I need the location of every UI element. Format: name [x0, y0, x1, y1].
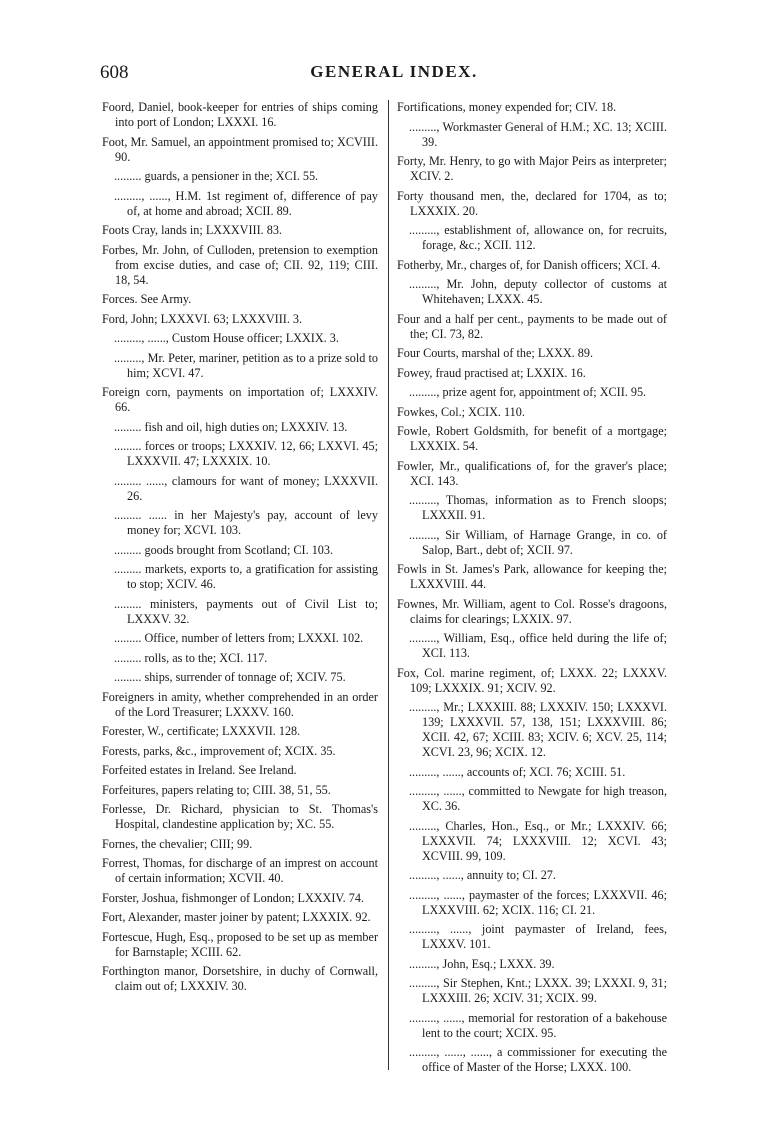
index-entry: Forester, W., certificate; LXXXVII. 128. [102, 724, 301, 738]
index-column-left [102, 100, 378, 999]
index-entry: ........., ......, ......, a commissioner for executing the office of Master of the Horse; LXXX. 100. [409, 1045, 667, 1074]
index-entry: Fox, Col. marine regiment, of; LXXX. 22; LXXXV. 109; LXXXIX. 91; XCIV. 92. [397, 665, 667, 695]
index-entry: Fowey, fraud practised at; LXXIX. 16. [397, 365, 586, 380]
index-entry: ......... markets, exports to, a gratification for assisting to stop; XCIV. 46. [114, 562, 378, 591]
index-entry: ........., prize agent for, appointment of; XCII. 95. [409, 385, 647, 399]
index-entry: Foots Cray, lands in; LXXXVIII. 83. [102, 223, 282, 237]
index-entry: Fownes, Mr. William, agent to Col. Rosse's dragoons, claims for clearings; LXXIX. 97. [397, 596, 667, 626]
index-entry: ........., Mr.; LXXXIII. 88; LXXXIV. 150; LXXXVI. 139; LXXXVII. 57, 138, 151; LXXXVIII. 86; XCII. 42, 67; XCIII. 83; XCIV. 6; XCV. 25, 114; XCVI. 23, 96; XCIX. 12. [409, 700, 667, 759]
index-entry: ........., ......, committed to Newgate for high treason, XC. 36. [409, 784, 667, 813]
index-entry: Foreign corn, payments on importation of; LXXXIV. 66. [102, 385, 378, 414]
index-entry: ........., ......, accounts of; XCI. 76; XCIII. 51. [409, 764, 626, 779]
index-entry: Fornes, the chevalier; CIII; 99. [102, 836, 253, 851]
index-entry: ......... forces or troops; LXXXIV. 12, 66; LXXVI. 45; LXXXVII. 47; LXXXIX. 10. [114, 439, 378, 468]
index-entry: Foreigners in amity, whether comprehended in an order of the Lord Treasurer; LXXXV. 160. [102, 689, 378, 719]
index-entry: Forlesse, Dr. Richard, physician to St. Thomas's Hospital, clandestine application by; XC. 55. [102, 802, 378, 831]
page-number: 608 [100, 62, 129, 83]
index-entry: ........., Workmaster General of H.M.; XC. 13; XCIII. 39. [409, 119, 667, 149]
index-entry: Foot, Mr. Samuel, an appointment promised to; XCVIII. 90. [102, 134, 378, 164]
index-entry: ........., establishment of, allowance on, for recruits, forage, &c.; XCII. 112. [409, 223, 667, 252]
index-column-right [397, 100, 667, 1080]
index-entry: ........., Charles, Hon., Esq., or Mr.; LXXXIV. 66; LXXXVII. 74; LXXXVIII. 12; XCVI. 43; XCVIII. 99, 109. [409, 818, 667, 863]
index-entry: ........., Mr. John, deputy collector of customs at Whitehaven; LXXX. 45. [409, 277, 667, 306]
index-entry: ........., ......, annuity to; CI. 27. [409, 868, 556, 882]
index-entry: Forbes, Mr. John, of Culloden, pretension to exemption from excise duties, and case of; CII. 92, 119; CIII. 18, 54. [102, 242, 378, 287]
column-divider [388, 100, 389, 1070]
index-entry: ......... ......, clamours for want of money; LXXXVII. 26. [114, 473, 378, 503]
index-entry: ........., ......, Custom House officer; LXXIX. 3. [114, 331, 339, 345]
index-entry: Four and a half per cent., payments to be made out of the; CI. 73, 82. [397, 311, 667, 341]
index-entry: Fotherby, Mr., charges of, for Danish officers; XCI. 4. [397, 257, 661, 272]
index-entry: Fowle, Robert Goldsmith, for benefit of a mortgage; LXXXIX. 54. [397, 424, 667, 453]
index-entry: ......... Office, number of letters from; LXXXI. 102. [114, 631, 364, 645]
index-entry: Forces. See Army. [102, 292, 192, 306]
index-entry: Fortifications, money expended for; CIV. 18. [397, 100, 617, 114]
index-entry: ......... ministers, payments out of Civil List to; LXXXV. 32. [114, 596, 378, 626]
index-entry: Fortescue, Hugh, Esq., proposed to be set up as member for Barnstaple; XCIII. 62. [102, 929, 378, 959]
index-entry: Four Courts, marshal of the; LXXX. 89. [397, 346, 593, 360]
index-entry: ......... ships, surrender of tonnage of; XCIV. 75. [114, 670, 346, 684]
index-entry: Forfeitures, papers relating to; CIII. 38, 51, 55. [102, 782, 331, 797]
index-entry: Fowkes, Col.; XCIX. 110. [397, 404, 525, 419]
index-entry: ........., John, Esq.; LXXX. 39. [409, 956, 555, 971]
index-entry: Ford, John; LXXXVI. 63; LXXXVIII. 3. [102, 311, 303, 326]
index-entry: ........., Mr. Peter, mariner, petition as to a prize sold to him; XCVI. 47. [114, 350, 378, 380]
index-entry: Forthington manor, Dorsetshire, in duchy of Cornwall, claim out of; LXXXIV. 30. [102, 964, 378, 993]
index-entry: Forty, Mr. Henry, to go with Major Peirs as interpreter; XCIV. 2. [397, 154, 667, 183]
index-entry: ......... goods brought from Scotland; CI. 103. [114, 542, 334, 557]
index-entry: Forster, Joshua, fishmonger of London; LXXXIV. 74. [102, 890, 364, 905]
index-entry: ........., Sir Stephen, Knt.; LXXX. 39; LXXXI. 9, 31; LXXXIII. 26; XCIV. 31; XCIX. 99. [409, 976, 667, 1005]
index-entry: ........., ......, joint paymaster of Ireland, fees, LXXXV. 101. [409, 922, 667, 951]
index-entry: ......... ...... in her Majesty's pay, account of levy money for; XCVI. 103. [114, 508, 378, 537]
index-entry: ......... guards, a pensioner in the; XCI. 55. [114, 169, 319, 183]
index-entry: ........., ......, paymaster of the forces; LXXXVII. 46; LXXXVIII. 62; XCIX. 116; CI. 21. [409, 887, 667, 917]
index-entry: ........., William, Esq., office held during the life of; XCI. 113. [409, 631, 667, 660]
index-entry: ......... rolls, as to the; XCI. 117. [114, 650, 268, 665]
index-entry: ........., ......, H.M. 1st regiment of, difference of pay of, at home and abroad; XCII. 89. [114, 188, 378, 218]
index-entry: ......... fish and oil, high duties on; LXXXIV. 13. [114, 419, 348, 434]
index-entry: ........., Sir William, of Harnage Grange, in co. of Salop, Bart., debt of; XCII. 97. [409, 527, 667, 557]
index-entry: Foord, Daniel, book-keeper for entries of ships coming into port of London; LXXXI. 16. [102, 100, 378, 129]
index-entry: Forfeited estates in Ireland. See Ireland. [102, 763, 297, 777]
index-entry: Forests, parks, &c., improvement of; XCIX. 35. [102, 743, 336, 758]
index-entry: ........., Thomas, information as to French sloops; LXXXII. 91. [409, 493, 667, 522]
index-entry: Fowler, Mr., qualifications of, for the graver's place; XCI. 143. [397, 458, 667, 488]
index-entry: Forrest, Thomas, for discharge of an imprest on account of certain information; XCVII. 40. [102, 856, 378, 885]
running-head: GENERAL INDEX. [310, 62, 478, 81]
index-entry: ........., ......, memorial for restoration of a bakehouse lent to the court; XCIX. 95. [409, 1010, 667, 1040]
index-entry: Fort, Alexander, master joiner by patent; LXXXIX. 92. [102, 910, 371, 924]
index-entry: Forty thousand men, the, declared for 1704, as to; LXXXIX. 20. [397, 188, 667, 218]
index-entry: Fowls in St. James's Park, allowance for keeping the; LXXXVIII. 44. [397, 562, 667, 591]
